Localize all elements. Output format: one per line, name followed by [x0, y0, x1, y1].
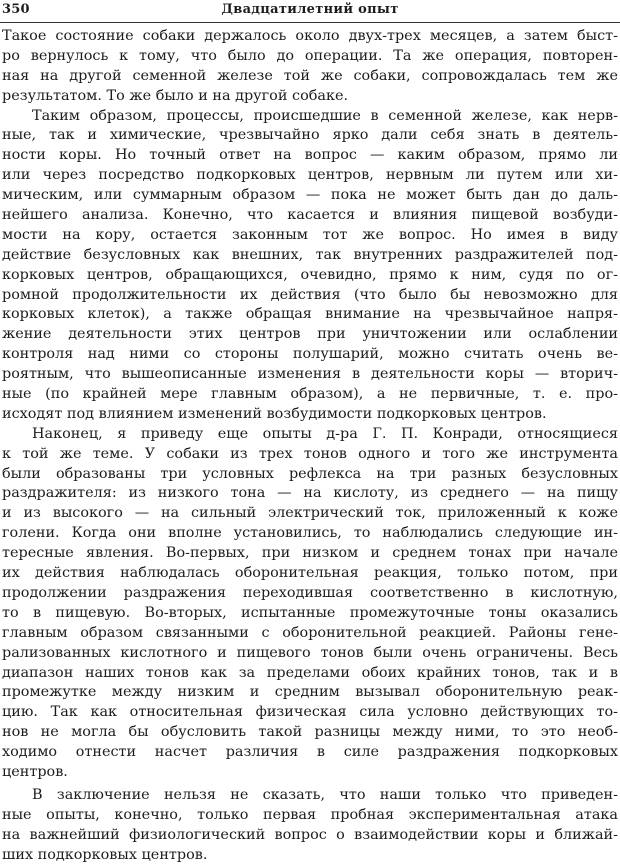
- text-line: действие безусловных как внешних, так внутренних раздражителей под-: [2, 246, 618, 263]
- text-line: ные, так и химические, чрезвычайно ярко дали себя знать в деятель-: [2, 127, 618, 144]
- page-number: 350: [2, 2, 30, 17]
- text-line: ности коры. Но точный ответ на вопрос — каким образом, прямо ли: [2, 147, 618, 164]
- text-line: ные (по крайней мере главным образом), а не первичные, т. е. про-: [2, 386, 618, 403]
- paragraph: [2, 27, 618, 107]
- text-line: ходимо отнести насчет различия в силе раздражения подкорковых: [2, 744, 618, 761]
- text-line: мическим, или суммарным образом — пока не может быть дан до даль-: [2, 187, 618, 204]
- text-line: промежутке между низким и средним вызывал оборонительную реак-: [2, 684, 618, 701]
- paragraph: [2, 107, 618, 425]
- text-line: раздражителя: из низкого тона — на кислоту, из среднего — на пищу: [2, 485, 618, 502]
- text-line: рализованных кислотного и пищевого тонов были очень ограничены. Весь: [2, 644, 618, 661]
- text-line: к той же теме. У собаки из трех тонов одного и того же инструмента: [2, 445, 618, 462]
- text-line: корковых центров, обращающихся, очевидно, прямо к ним, судя по ог-: [2, 266, 618, 283]
- page-header: [0, 2, 620, 22]
- text-line: исходят под влиянием изменений возбудимости подкорковых центров.: [2, 405, 547, 422]
- text-line: голени. Когда они вполне установились, то наблюдались следующие ин-: [2, 525, 618, 542]
- text-line: тересные явления. Во-первых, при низком и среднем тонах при начале: [2, 545, 618, 562]
- text-line: нейшего анализа. Конечно, что касается и влияния пищевой возбуди-: [2, 207, 618, 224]
- text-line: их действия наблюдалась оборонительная реакция, только потом, при: [2, 565, 618, 582]
- text-line: Наконец, я приведу еще опыты д-ра Г. П. Конради, относящиеся: [32, 425, 618, 442]
- text-line: корковых клеток), а также обращая внимание на чрезвычайное напря-: [2, 306, 618, 323]
- running-title: Двадцатилетний опыт: [221, 2, 399, 17]
- text-line: мости на кору, остается законным тот же вопрос. Но имея в виду: [2, 226, 618, 243]
- text-line: продолжении раздражения переходившая соответственно в кислотную,: [2, 584, 618, 601]
- text-line: главным образом связанными с оборонительной реакцией. Районы гене-: [2, 624, 618, 641]
- text-line: ная на другой семенной железе той же собаки, сопровождалась тем же: [2, 67, 618, 84]
- text-line: жение деятельности этих центров при уничтожении или ослаблении: [2, 326, 618, 343]
- text-line: Такое состояние собаки держалось около двух-трех месяцев, а затем быст-: [2, 28, 618, 44]
- text-line: Таким образом, процессы, происшедшие в семенной железе, как нерв-: [32, 107, 618, 124]
- text-line: диапазон наших тонов как за пределами обоих крайних тонов, так и в: [2, 664, 618, 681]
- text-line: на важнейший физиологический вопрос о взаимодействии коры и ближай-: [2, 826, 618, 843]
- text-line: цию. Так как относительная физическая сила условно действующих то-: [2, 704, 618, 721]
- text-line: были образованы три условных рефлекса на три разных безусловных: [2, 465, 618, 482]
- text-line: и из высокого — на сильный электрический ток, приложенный к коже: [2, 505, 618, 522]
- text-line: центров.: [2, 763, 68, 780]
- text-line: то в пищевую. Во-вторых, испытанные промежуточные тоны оказались: [2, 604, 618, 621]
- header-rule: [0, 22, 620, 23]
- body-text: [2, 27, 618, 865]
- paragraph: [2, 786, 618, 865]
- text-line: В заключение нельзя не сказать, что наши только что приведен-: [32, 786, 618, 803]
- text-line: результатом. То же было и на другой собаке.: [2, 87, 349, 104]
- text-line: ромной продолжительности их действия (что было бы невозможно для: [2, 286, 618, 303]
- text-line: роятным, что вышеописанные изменения в деятельности коры — вторич-: [2, 366, 618, 383]
- text-line: нов не могла бы обусловить такой разницы между ними, то это необ-: [2, 724, 618, 741]
- text-line: ные опыты, конечно, только первая пробная экспериментальная атака: [2, 806, 618, 823]
- text-line: ших подкорковых центров.: [2, 846, 208, 863]
- paragraph: [2, 425, 618, 783]
- text-line: ро вернулось к тому, что было до операции. Та же операция, повторен-: [2, 47, 618, 64]
- text-line: контроля над ними со стороны полушарий, можно считать очень ве-: [2, 346, 618, 363]
- text-line: или через посредство подкорковых центров, нервным ли путем или хи-: [2, 167, 618, 184]
